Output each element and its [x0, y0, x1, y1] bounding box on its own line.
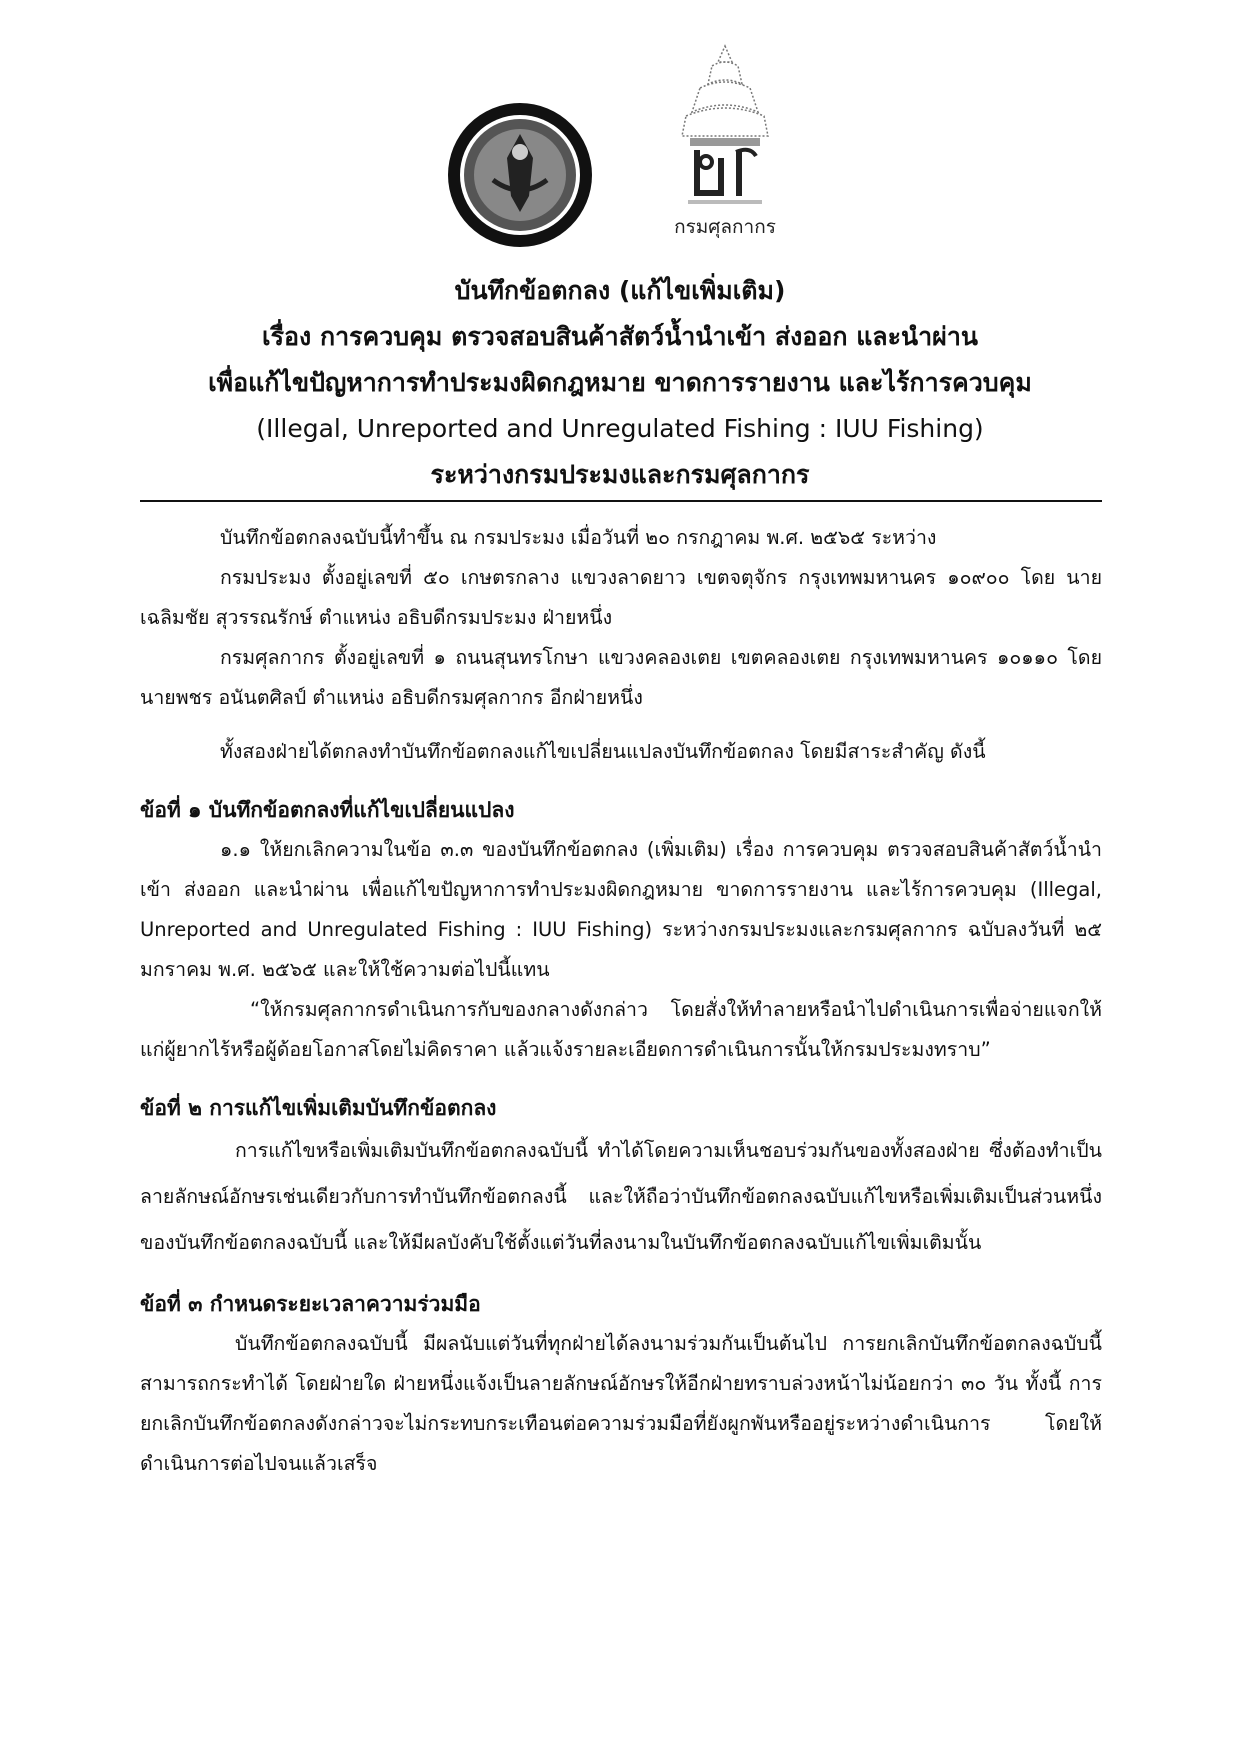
title-line-1: บันทึกข้อตกลง (แก้ไขเพิ่มเติม)	[454, 276, 786, 305]
section-1-paragraph: ๑.๑ ให้ยกเลิกความในข้อ ๓.๓ ของบันทึกข้อตกลง (เพิ่มเติม) เรื่อง การควบคุม ตรวจสอบสินค้าสัตว์น้ำนำเข้า ส่งออก และนำผ่าน เพื่อแก้ไขปัญหาการทำประมงผิดกฎหมาย ขาดการรายงาน และไร้การควบคุม (Illegal, Unreported and Unregulated Fishing : IUU Fishing) ระหว่างกรมประมงและกรมศุลกากร ฉบับลงวันที่ ๒๕ มกราคม พ.ศ. ๒๕๖๕ และให้ใช้ความต่อไปนี้แทน	[140, 838, 1102, 981]
intro-paragraph-2: กรมประมง ตั้งอยู่เลขที่ ๕๐ เกษตรกลาง แขวงลาดยาว เขตจตุจักร กรุงเทพมหานคร ๑๐๙๐๐ โดย นายเฉลิมชัย สุวรรณรักษ์ ตำแหน่ง อธิบดีกรมประมง ฝ่ายหนึ่ง	[140, 566, 1102, 629]
intro-paragraph-3: กรมศุลกากร ตั้งอยู่เลขที่ ๑ ถนนสุนทรโกษา แขวงคลองเตย เขตคลองเตย กรุงเทพมหานคร ๑๐๑๑๐ โดย นายพชร อนันตศิลป์ ตำแหน่ง อธิบดีกรมศุลกากร อีกฝ่ายหนึ่ง	[140, 646, 1102, 709]
customs-department-logo	[655, 40, 795, 240]
section-3-paragraph: บันทึกข้อตกลงฉบับนี้ มีผลนับแต่วันที่ทุกฝ่ายได้ลงนามร่วมกันเป็นต้นไป การยกเลิกบันทึกข้อตกลงฉบับนี้สามารถกระทำได้ โดยฝ่ายใด ฝ่ายหนึ่งแจ้งเป็นลายลักษณ์อักษรให้อีกฝ่ายทราบล่วงหน้าไม่น้อยกว่า ๓๐ วัน ทั้งนี้ การยกเลิกบันทึกข้อตกลงดังกล่าวจะไม่กระทบกระเทือนต่อความร่วมมือที่ยังผูกพันหรืออยู่ระหว่างดำเนินการ โดยให้ดำเนินการต่อไปจนแล้วเสร็จ	[140, 1332, 1102, 1475]
title-divider	[140, 500, 1102, 502]
section-2-paragraph: การแก้ไขหรือเพิ่มเติมบันทึกข้อตกลงฉบับนี้ ทำได้โดยความเห็นชอบร่วมกันของทั้งสองฝ่าย ซึ่งต้องทำเป็นลายลักษณ์อักษรเช่นเดียวกับการทำบันทึกข้อตกลงนี้ และให้ถือว่าบันทึกข้อตกลงฉบับแก้ไขหรือเพิ่มเติมเป็นส่วนหนึ่งของบันทึกข้อตกลงฉบับนี้ และให้มีผลบังคับใช้ตั้งแต่วันที่ลงนามในบันทึกข้อตกลงฉบับแก้ไขเพิ่มเติมนั้น	[140, 1139, 1102, 1254]
title-line-5: ระหว่างกรมประมงและกรมศุลกากร	[430, 460, 810, 489]
section-1-quote: “ให้กรมศุลกากรดำเนินการกับของกลางดังกล่าว โดยสั่งให้ทำลายหรือนำไปดำเนินการเพื่อจ่ายแจกให้แก่ผู้ยากไร้หรือผู้ด้อยโอกาสโดยไม่คิดราคา แล้วแจ้งรายละเอียดการดำเนินการนั้นให้กรมประมงทราบ”	[140, 998, 1102, 1061]
title-line-2: เรื่อง การควบคุม ตรวจสอบสินค้าสัตว์น้ำนำเข้า ส่งออก และนำผ่าน	[262, 322, 978, 351]
customs-logo-label: กรมศุลกากร	[674, 216, 776, 238]
section-2-heading: ข้อที่ ๒ การแก้ไขเพิ่มเติมบันทึกข้อตกลง	[140, 1096, 497, 1120]
section-3-heading: ข้อที่ ๓ กำหนดระยะเวลาความร่วมมือ	[140, 1292, 481, 1316]
document-body	[140, 518, 1102, 1484]
document-title	[140, 268, 1100, 498]
title-line-3: เพื่อแก้ไขปัญหาการทำประมงผิดกฎหมาย ขาดการรายงาน และไร้การควบคุม	[208, 368, 1032, 397]
intro-paragraph-1: บันทึกข้อตกลงฉบับนี้ทำขึ้น ณ กรมประมง เมื่อวันที่ ๒๐ กรกฎาคม พ.ศ. ๒๕๖๕ ระหว่าง	[220, 526, 937, 549]
intro-paragraph-4: ทั้งสองฝ่ายได้ตกลงทำบันทึกข้อตกลงแก้ไขเปลี่ยนแปลงบันทึกข้อตกลง โดยมีสาระสำคัญ ดังนี้	[220, 740, 986, 763]
fisheries-seal-logo	[445, 100, 595, 250]
section-1-heading: ข้อที่ ๑ บันทึกข้อตกลงที่แก้ไขเปลี่ยนแปลง	[140, 798, 515, 822]
title-line-4: (Illegal, Unreported and Unregulated Fishing : IUU Fishing)	[256, 414, 984, 443]
